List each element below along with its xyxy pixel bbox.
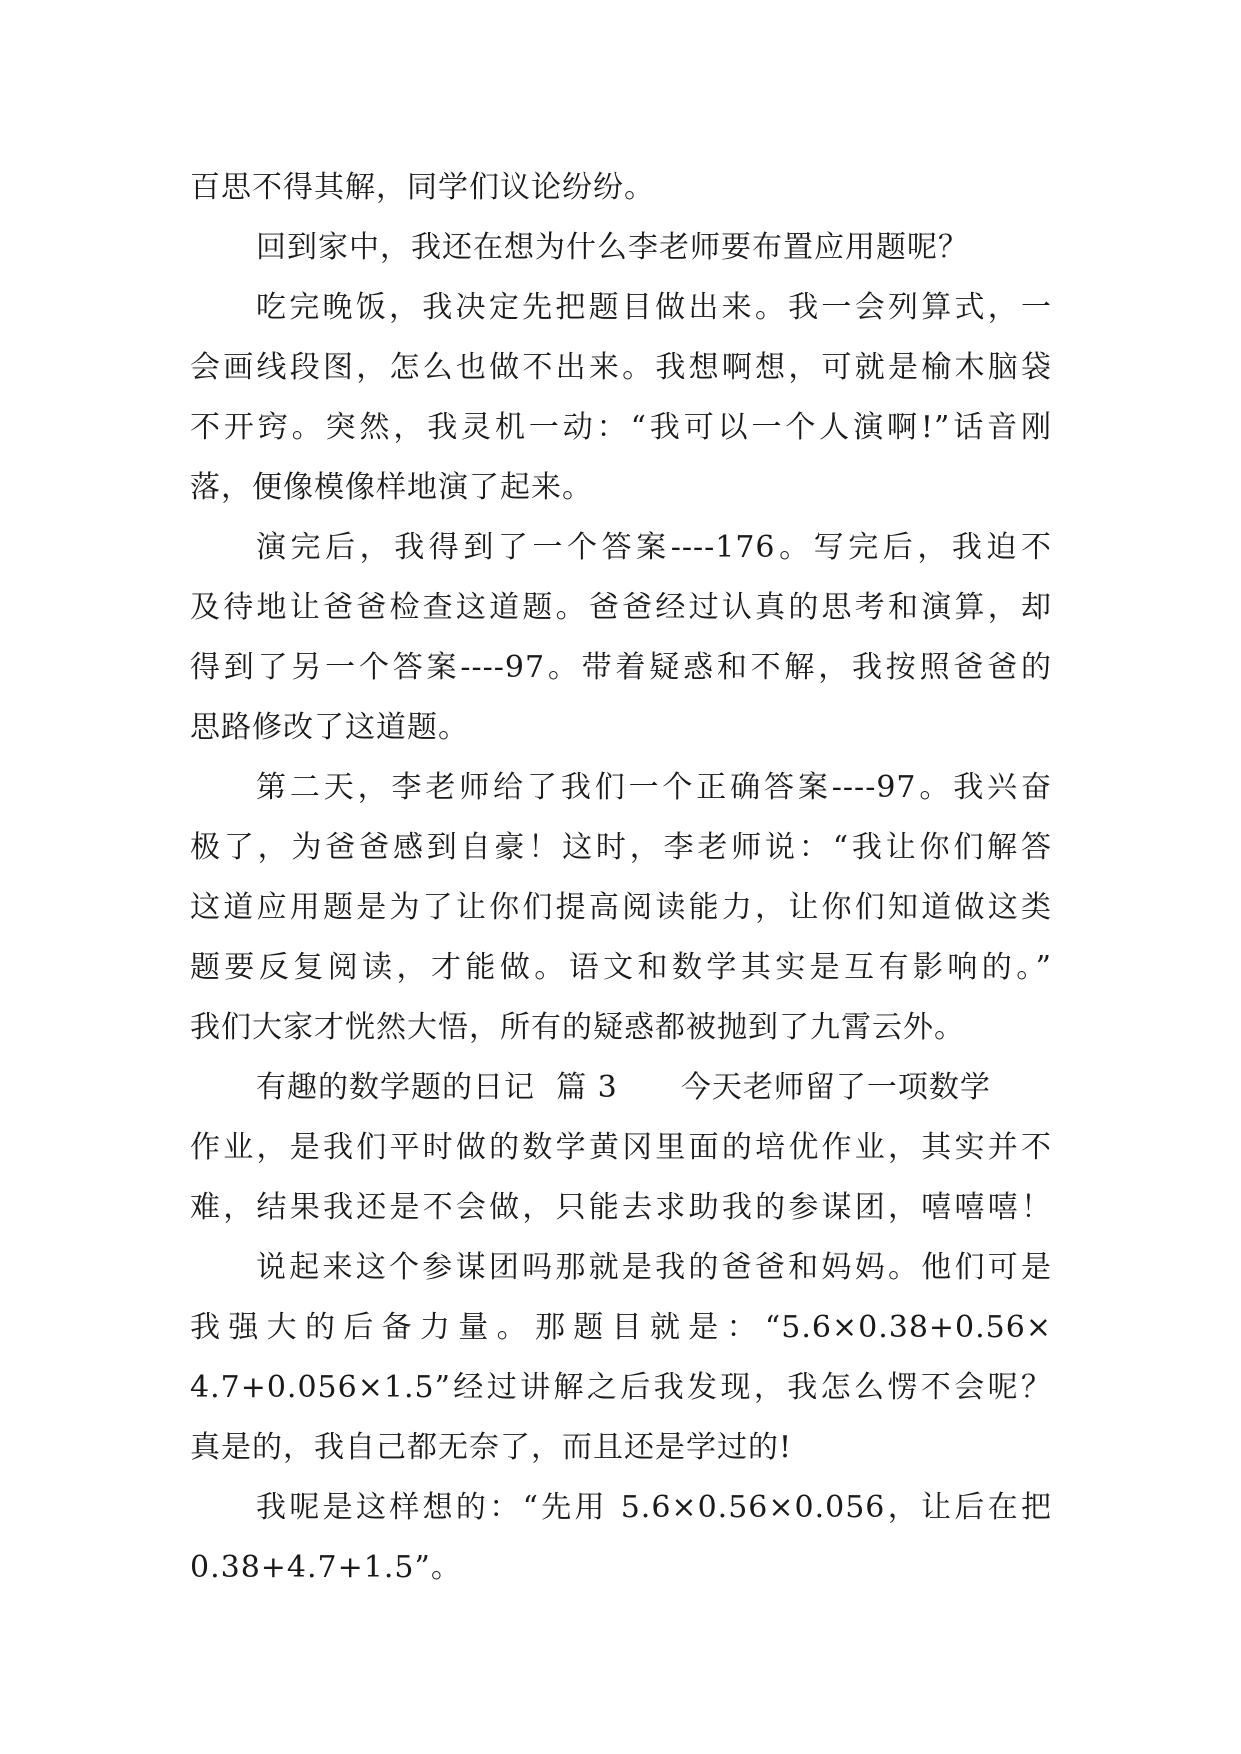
text-line: 这道应用题是为了让你们提高阅读能力，让你们知道做这类	[190, 890, 1052, 925]
text-line: 回到家中，我还在想为什么李老师要布置应用题呢？	[256, 230, 969, 265]
text-line: 说起来这个参谋团吗那就是我的爸爸和妈妈。他们可是	[256, 1250, 1052, 1285]
text-line: 极了，为爸爸感到自豪！这时，李老师说：“我让你们解答	[190, 830, 1052, 865]
text-line: 我强大的后备力量。那题目就是：“5.6×0.38+0.56×	[190, 1310, 1052, 1345]
text-line: 不开窍。突然，我灵机一动：“我可以一个人演啊!”话音刚	[190, 410, 1052, 445]
text-line: 难，结果我还是不会做，只能去求助我的参谋团，嘻嘻嘻！	[190, 1190, 1052, 1225]
text-line: 真是的，我自己都无奈了，而且还是学过的!	[190, 1430, 793, 1465]
text-line: 我们大家才恍然大悟，所有的疑惑都被抛到了九霄云外。	[190, 1010, 965, 1045]
text-line: 第二天，李老师给了我们一个正确答案----97。我兴奋	[256, 770, 1052, 805]
text-line: 得到了另一个答案----97。带着疑惑和不解，我按照爸爸的	[190, 650, 1052, 685]
text-line: 我呢是这样想的：“先用 5.6×0.56×0.056，让后在把	[256, 1490, 1052, 1525]
text-line: 会画线段图，怎么也做不出来。我想啊想，可就是榆木脑袋	[190, 350, 1052, 385]
text-line: 思路修改了这道题。	[190, 710, 469, 745]
text-line: 有趣的数学题的日记 篇 3 今天老师留了一项数学	[256, 1070, 991, 1105]
text-line: 及待地让爸爸检查这道题。爸爸经过认真的思考和演算，却	[190, 590, 1052, 625]
text-line: 0.38+4.7+1.5”。	[190, 1550, 462, 1585]
text-line: 吃完晚饭，我决定先把题目做出来。我一会列算式，一	[256, 290, 1052, 325]
text-line: 百思不得其解，同学们议论纷纷。	[190, 170, 655, 205]
text-line: 题要反复阅读，才能做。语文和数学其实是互有影响的。”	[190, 950, 1052, 985]
text-line: 4.7+0.056×1.5”经过讲解之后我发现，我怎么愣不会呢？	[190, 1370, 1052, 1405]
text-line: 演完后，我得到了一个答案----176。写完后，我迫不	[256, 530, 1052, 565]
text-line: 落，便像模像样地演了起来。	[190, 470, 593, 505]
document-body	[190, 158, 1052, 1598]
text-line: 作业，是我们平时做的数学黄冈里面的培优作业，其实并不	[190, 1130, 1052, 1165]
